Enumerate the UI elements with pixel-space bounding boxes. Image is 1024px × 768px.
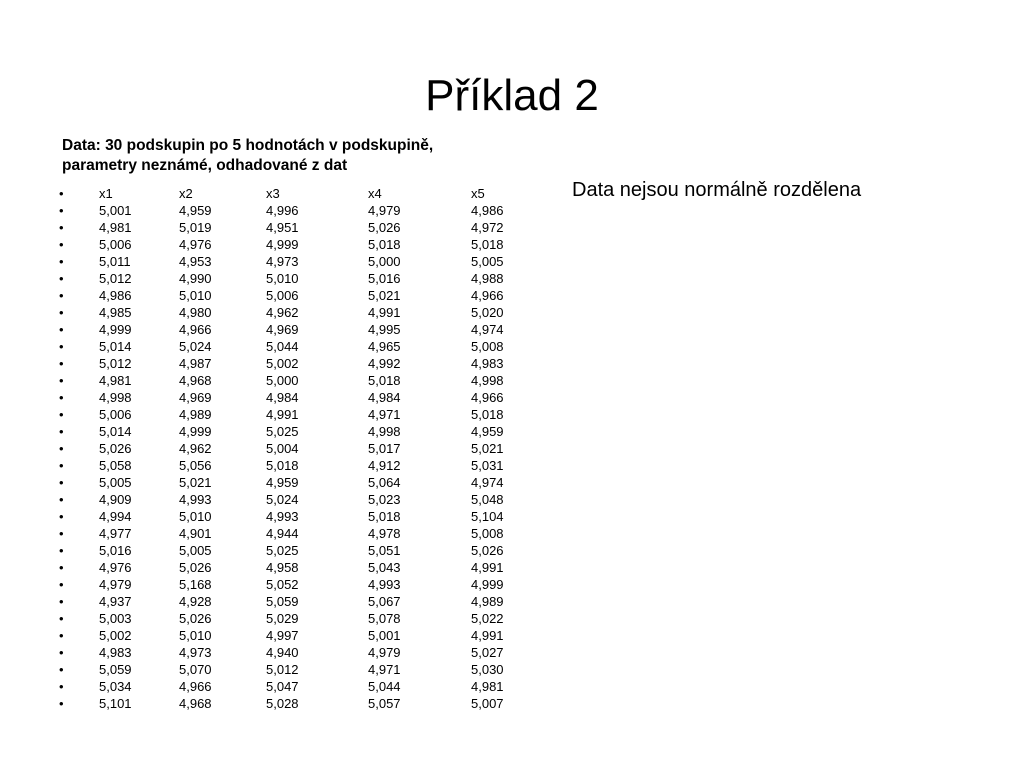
bullet-marker: • bbox=[59, 305, 64, 320]
table-row bbox=[59, 236, 531, 253]
table-row bbox=[59, 559, 531, 576]
table-cell: 5,016 bbox=[368, 271, 401, 286]
table-cell: 4,965 bbox=[368, 339, 401, 354]
table-cell: 5,052 bbox=[266, 577, 299, 592]
bullet-marker: • bbox=[59, 611, 64, 626]
bullet-marker: • bbox=[59, 577, 64, 592]
table-cell: 4,966 bbox=[179, 679, 212, 694]
table-cell: 4,992 bbox=[368, 356, 401, 371]
table-cell: 4,999 bbox=[99, 322, 132, 337]
table-cell: 5,005 bbox=[99, 475, 132, 490]
table-cell: 5,018 bbox=[368, 237, 401, 252]
table-cell: 5,014 bbox=[99, 424, 132, 439]
table-cell: 4,937 bbox=[99, 594, 132, 609]
bullet-marker: • bbox=[59, 390, 64, 405]
table-row bbox=[59, 508, 531, 525]
bullet-marker: • bbox=[59, 526, 64, 541]
table-cell: 4,987 bbox=[179, 356, 212, 371]
normality-note: Data nejsou normálně rozdělena bbox=[572, 179, 862, 201]
table-cell: 5,017 bbox=[368, 441, 401, 456]
table-cell: 4,962 bbox=[266, 305, 299, 320]
table-cell: 4,966 bbox=[179, 322, 212, 337]
table-header-row bbox=[59, 185, 531, 202]
bullet-marker: • bbox=[59, 696, 64, 711]
table-cell: 5,051 bbox=[368, 543, 401, 558]
table-cell: 5,012 bbox=[99, 271, 132, 286]
table-cell: 5,101 bbox=[99, 696, 132, 711]
table-cell: 4,983 bbox=[99, 645, 132, 660]
table-cell: 4,981 bbox=[471, 679, 504, 694]
table-cell: 5,018 bbox=[471, 407, 504, 422]
table-cell: 4,991 bbox=[471, 628, 504, 643]
table-cell: 4,984 bbox=[266, 390, 299, 405]
table-cell: 4,979 bbox=[99, 577, 132, 592]
table-cell: 5,059 bbox=[99, 662, 132, 677]
table-row bbox=[59, 253, 531, 270]
table-cell: 4,969 bbox=[266, 322, 299, 337]
bullet-marker: • bbox=[59, 645, 64, 660]
table-cell: 5,021 bbox=[471, 441, 504, 456]
table-cell: 4,993 bbox=[368, 577, 401, 592]
bullet-marker: • bbox=[59, 356, 64, 371]
column-header: x5 bbox=[471, 186, 485, 201]
table-row bbox=[59, 202, 531, 219]
bullet-marker: • bbox=[59, 373, 64, 388]
table-cell: 4,944 bbox=[266, 526, 299, 541]
table-cell: 4,993 bbox=[179, 492, 212, 507]
table-cell: 5,018 bbox=[368, 509, 401, 524]
table-row bbox=[59, 287, 531, 304]
table-cell: 4,998 bbox=[99, 390, 132, 405]
bullet-marker: • bbox=[59, 407, 64, 422]
column-header: x1 bbox=[99, 186, 113, 201]
table-cell: 4,980 bbox=[179, 305, 212, 320]
table-cell: 5,031 bbox=[471, 458, 504, 473]
table-cell: 5,025 bbox=[266, 543, 299, 558]
table-cell: 5,019 bbox=[179, 220, 212, 235]
table-cell: 5,067 bbox=[368, 594, 401, 609]
table-cell: 4,999 bbox=[179, 424, 212, 439]
table-row bbox=[59, 270, 531, 287]
table-cell: 4,976 bbox=[99, 560, 132, 575]
table-cell: 4,981 bbox=[99, 220, 132, 235]
table-row bbox=[59, 355, 531, 372]
table-cell: 4,985 bbox=[99, 305, 132, 320]
table-cell: 4,998 bbox=[368, 424, 401, 439]
table-row bbox=[59, 423, 531, 440]
data-description bbox=[62, 136, 433, 176]
table-cell: 4,979 bbox=[368, 645, 401, 660]
table-cell: 5,005 bbox=[471, 254, 504, 269]
table-cell: 4,991 bbox=[471, 560, 504, 575]
bullet-marker: • bbox=[59, 492, 64, 507]
table-cell: 4,986 bbox=[99, 288, 132, 303]
table-cell: 5,018 bbox=[266, 458, 299, 473]
table-cell: 5,047 bbox=[266, 679, 299, 694]
table-cell: 5,010 bbox=[179, 288, 212, 303]
table-cell: 4,958 bbox=[266, 560, 299, 575]
table-cell: 4,999 bbox=[266, 237, 299, 252]
table-cell: 5,003 bbox=[99, 611, 132, 626]
bullet-marker: • bbox=[59, 543, 64, 558]
table-row bbox=[59, 321, 531, 338]
table-cell: 4,974 bbox=[471, 475, 504, 490]
table-cell: 5,059 bbox=[266, 594, 299, 609]
table-cell: 5,028 bbox=[266, 696, 299, 711]
bullet-marker: • bbox=[59, 424, 64, 439]
subgroup-data-table bbox=[59, 185, 531, 712]
table-row bbox=[59, 661, 531, 678]
data-description-line-2: parametry neznámé, odhadované z dat bbox=[62, 157, 348, 174]
table-row bbox=[59, 610, 531, 627]
bullet-marker: • bbox=[59, 237, 64, 252]
table-cell: 4,993 bbox=[266, 509, 299, 524]
bullet-marker: • bbox=[59, 186, 64, 201]
table-cell: 4,983 bbox=[471, 356, 504, 371]
table-cell: 4,998 bbox=[471, 373, 504, 388]
table-row bbox=[59, 627, 531, 644]
table-cell: 5,006 bbox=[99, 407, 132, 422]
table-row bbox=[59, 389, 531, 406]
table-cell: 5,056 bbox=[179, 458, 212, 473]
table-cell: 5,008 bbox=[471, 526, 504, 541]
table-row bbox=[59, 525, 531, 542]
table-cell: 4,974 bbox=[471, 322, 504, 337]
bullet-marker: • bbox=[59, 475, 64, 490]
table-row bbox=[59, 474, 531, 491]
table-cell: 5,104 bbox=[471, 509, 504, 524]
column-header: x2 bbox=[179, 186, 193, 201]
table-cell: 5,026 bbox=[471, 543, 504, 558]
table-cell: 5,070 bbox=[179, 662, 212, 677]
table-cell: 4,912 bbox=[368, 458, 401, 473]
table-cell: 4,953 bbox=[179, 254, 212, 269]
table-cell: 5,026 bbox=[99, 441, 132, 456]
bullet-marker: • bbox=[59, 628, 64, 643]
table-cell: 5,012 bbox=[266, 662, 299, 677]
table-row bbox=[59, 678, 531, 695]
table-cell: 4,969 bbox=[179, 390, 212, 405]
table-cell: 5,005 bbox=[179, 543, 212, 558]
table-cell: 4,996 bbox=[266, 203, 299, 218]
table-cell: 5,020 bbox=[471, 305, 504, 320]
table-row bbox=[59, 406, 531, 423]
table-cell: 4,973 bbox=[179, 645, 212, 660]
bullet-marker: • bbox=[59, 662, 64, 677]
table-cell: 5,012 bbox=[99, 356, 132, 371]
table-cell: 4,989 bbox=[179, 407, 212, 422]
table-cell: 5,026 bbox=[368, 220, 401, 235]
table-cell: 4,940 bbox=[266, 645, 299, 660]
table-cell: 5,011 bbox=[99, 254, 131, 269]
table-cell: 4,977 bbox=[99, 526, 132, 541]
table-cell: 5,022 bbox=[471, 611, 504, 626]
table-cell: 5,001 bbox=[368, 628, 401, 643]
column-header: x3 bbox=[266, 186, 280, 201]
table-cell: 4,973 bbox=[266, 254, 299, 269]
table-cell: 4,971 bbox=[368, 407, 401, 422]
table-cell: 5,010 bbox=[266, 271, 299, 286]
table-cell: 5,000 bbox=[266, 373, 299, 388]
bullet-marker: • bbox=[59, 288, 64, 303]
table-cell: 5,010 bbox=[179, 628, 212, 643]
bullet-marker: • bbox=[59, 322, 64, 337]
table-row bbox=[59, 372, 531, 389]
table-cell: 5,010 bbox=[179, 509, 212, 524]
table-cell: 4,976 bbox=[179, 237, 212, 252]
table-cell: 5,044 bbox=[266, 339, 299, 354]
bullet-marker: • bbox=[59, 339, 64, 354]
table-cell: 4,959 bbox=[179, 203, 212, 218]
table-cell: 5,004 bbox=[266, 441, 299, 456]
bullet-marker: • bbox=[59, 509, 64, 524]
table-cell: 4,991 bbox=[368, 305, 401, 320]
table-cell: 4,991 bbox=[266, 407, 299, 422]
table-cell: 4,997 bbox=[266, 628, 299, 643]
table-cell: 4,994 bbox=[99, 509, 132, 524]
table-cell: 4,984 bbox=[368, 390, 401, 405]
table-cell: 5,002 bbox=[266, 356, 299, 371]
table-cell: 4,999 bbox=[471, 577, 504, 592]
bullet-marker: • bbox=[59, 560, 64, 575]
table-cell: 4,968 bbox=[179, 373, 212, 388]
bullet-marker: • bbox=[59, 441, 64, 456]
table-row bbox=[59, 457, 531, 474]
table-cell: 4,962 bbox=[179, 441, 212, 456]
table-cell: 5,029 bbox=[266, 611, 299, 626]
table-cell: 5,026 bbox=[179, 611, 212, 626]
bullet-marker: • bbox=[59, 203, 64, 218]
table-cell: 4,959 bbox=[266, 475, 299, 490]
bullet-marker: • bbox=[59, 271, 64, 286]
table-cell: 5,024 bbox=[179, 339, 212, 354]
table-row bbox=[59, 593, 531, 610]
table-cell: 4,972 bbox=[471, 220, 504, 235]
table-cell: 5,021 bbox=[368, 288, 401, 303]
table-row bbox=[59, 338, 531, 355]
data-description-line-1: Data: 30 podskupin po 5 hodnotách v podskupině, bbox=[62, 137, 434, 154]
table-cell: 5,026 bbox=[179, 560, 212, 575]
table-cell: 4,989 bbox=[471, 594, 504, 609]
table-cell: 5,008 bbox=[471, 339, 504, 354]
table-cell: 5,000 bbox=[368, 254, 401, 269]
table-cell: 5,044 bbox=[368, 679, 401, 694]
table-cell: 4,990 bbox=[179, 271, 212, 286]
table-row bbox=[59, 440, 531, 457]
table-cell: 4,979 bbox=[368, 203, 401, 218]
table-cell: 5,057 bbox=[368, 696, 401, 711]
table-cell: 5,021 bbox=[179, 475, 212, 490]
table-cell: 4,959 bbox=[471, 424, 504, 439]
table-cell: 4,966 bbox=[471, 288, 504, 303]
bullet-marker: • bbox=[59, 679, 64, 694]
table-cell: 5,018 bbox=[471, 237, 504, 252]
table-cell: 4,966 bbox=[471, 390, 504, 405]
table-row bbox=[59, 644, 531, 661]
table-cell: 4,986 bbox=[471, 203, 504, 218]
table-row bbox=[59, 576, 531, 593]
table-row bbox=[59, 219, 531, 236]
column-header: x4 bbox=[368, 186, 382, 201]
table-row bbox=[59, 542, 531, 559]
table-cell: 4,968 bbox=[179, 696, 212, 711]
table-cell: 5,014 bbox=[99, 339, 132, 354]
table-cell: 4,971 bbox=[368, 662, 401, 677]
table-cell: 5,016 bbox=[99, 543, 132, 558]
table-cell: 5,006 bbox=[99, 237, 132, 252]
table-cell: 4,978 bbox=[368, 526, 401, 541]
table-cell: 4,981 bbox=[99, 373, 132, 388]
bullet-marker: • bbox=[59, 254, 64, 269]
table-cell: 5,027 bbox=[471, 645, 504, 660]
bullet-marker: • bbox=[59, 594, 64, 609]
table-cell: 5,030 bbox=[471, 662, 504, 677]
bullet-marker: • bbox=[59, 458, 64, 473]
table-body bbox=[59, 185, 531, 712]
table-row bbox=[59, 491, 531, 508]
table-cell: 4,951 bbox=[266, 220, 299, 235]
table-cell: 5,023 bbox=[368, 492, 401, 507]
table-cell: 4,909 bbox=[99, 492, 132, 507]
table-cell: 5,025 bbox=[266, 424, 299, 439]
table-cell: 5,078 bbox=[368, 611, 401, 626]
table-cell: 5,007 bbox=[471, 696, 504, 711]
table-cell: 4,995 bbox=[368, 322, 401, 337]
bullet-marker: • bbox=[59, 220, 64, 235]
table-cell: 4,988 bbox=[471, 271, 504, 286]
slide-title: Příklad 2 bbox=[425, 71, 599, 120]
table-cell: 4,901 bbox=[179, 526, 212, 541]
table-cell: 5,018 bbox=[368, 373, 401, 388]
table-cell: 5,043 bbox=[368, 560, 401, 575]
table-cell: 5,168 bbox=[179, 577, 212, 592]
table-cell: 5,002 bbox=[99, 628, 132, 643]
table-cell: 5,034 bbox=[99, 679, 132, 694]
table-cell: 4,928 bbox=[179, 594, 212, 609]
table-cell: 5,064 bbox=[368, 475, 401, 490]
table-cell: 5,006 bbox=[266, 288, 299, 303]
table-cell: 5,048 bbox=[471, 492, 504, 507]
table-row bbox=[59, 304, 531, 321]
table-cell: 5,001 bbox=[99, 203, 132, 218]
table-cell: 5,058 bbox=[99, 458, 132, 473]
table-row bbox=[59, 695, 531, 712]
table-cell: 5,024 bbox=[266, 492, 299, 507]
